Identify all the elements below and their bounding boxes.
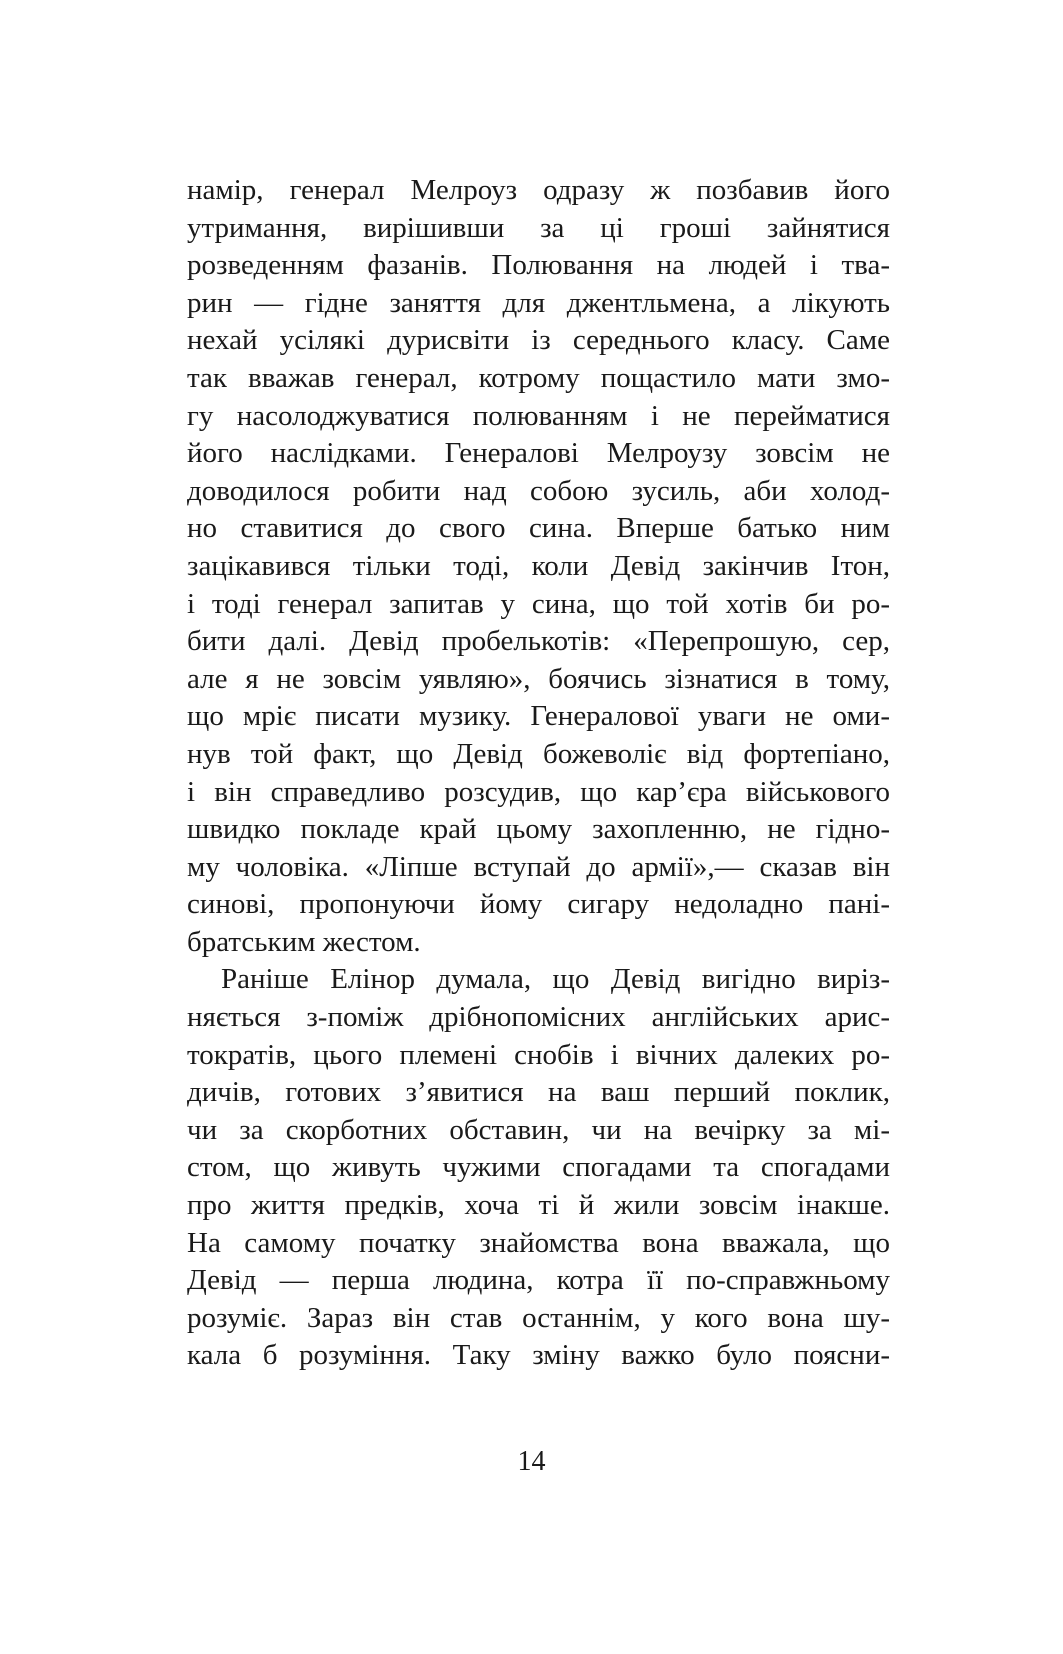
paragraph-2 — [187, 961, 890, 1375]
text-line: няється з-поміж дрібнопомісних англійських арис- — [187, 1001, 890, 1034]
text-line: його наслідками. Генералові Мелроузу зовсім не — [187, 437, 890, 470]
text-line: швидко покладе край цьому захопленню, не гідно- — [187, 813, 890, 846]
text-line: нув той факт, що Девід божеволіє від фортепіано, — [187, 737, 890, 770]
text-line: бити далі. Девід пробелькотів: «Перепрошую, сер, — [187, 625, 890, 658]
text-line: гу насолоджуватися полюванням і не перейматися — [187, 399, 890, 432]
paragraph-1 — [187, 172, 890, 961]
text-line: розуміє. Зараз він став останнім, у кого вона шу- — [187, 1301, 890, 1334]
text-line: Девід — перша людина, котра її по-справжньому — [187, 1264, 890, 1297]
text-line: доводилося робити над собою зусиль, аби холод- — [187, 474, 890, 507]
text-line: стом, що живуть чужими спогадами та спогадами — [187, 1151, 890, 1184]
text-line: нехай усілякі дурисвіти із середнього класу. Саме — [187, 324, 890, 357]
text-line: Раніше Елінор думала, що Девід вигідно виріз- — [221, 963, 890, 996]
text-line: розведенням фазанів. Полювання на людей і тва- — [187, 249, 890, 282]
text-line: але я не зовсім уявляю», боячись зізнатися в тому, — [187, 662, 890, 695]
text-line: кала б розуміння. Таку зміну важко було поясни- — [187, 1339, 890, 1372]
text-line: но ставитися до свого сина. Вперше батько ним — [187, 512, 890, 545]
text-line: На самому початку знайомства вона вважала, що — [187, 1226, 890, 1259]
text-line: про життя предків, хоча ті й жили зовсім інакше. — [187, 1189, 890, 1222]
text-line: так вважав генерал, котрому пощастило мати змо- — [187, 361, 890, 394]
text-line: братським жестом. — [187, 925, 421, 958]
text-line: тократів, цього племені снобів і вічних далеких ро- — [187, 1038, 890, 1071]
text-line: і він справедливо розсудив, що кар’єра військового — [187, 775, 890, 808]
text-line: му чоловіка. «Ліпше вступай до армії»,— сказав він — [187, 850, 890, 883]
text-line: чи за скорботних обставин, чи на вечірку за мі- — [187, 1113, 890, 1146]
page-body-text — [187, 172, 890, 1375]
text-line: і тоді генерал запитав у сина, що той хотів би ро- — [187, 587, 890, 620]
page-number: 14 — [517, 1446, 546, 1477]
text-line: рин — гідне заняття для джентльмена, а лікують — [187, 286, 890, 319]
text-line: зацікавився тільки тоді, коли Девід закінчив Ітон, — [187, 549, 890, 582]
text-line: синові, пропонуючи йому сигару недоладно пані- — [187, 888, 890, 921]
text-line: утримання, вирішивши за ці гроші зайнятися — [187, 211, 890, 244]
text-line: що мріє писати музику. Генералової уваги не оми- — [187, 700, 890, 733]
text-line: намір, генерал Мелроуз одразу ж позбавив його — [187, 174, 890, 206]
text-line: дичів, готових з’явитися на ваш перший поклик, — [187, 1076, 890, 1109]
